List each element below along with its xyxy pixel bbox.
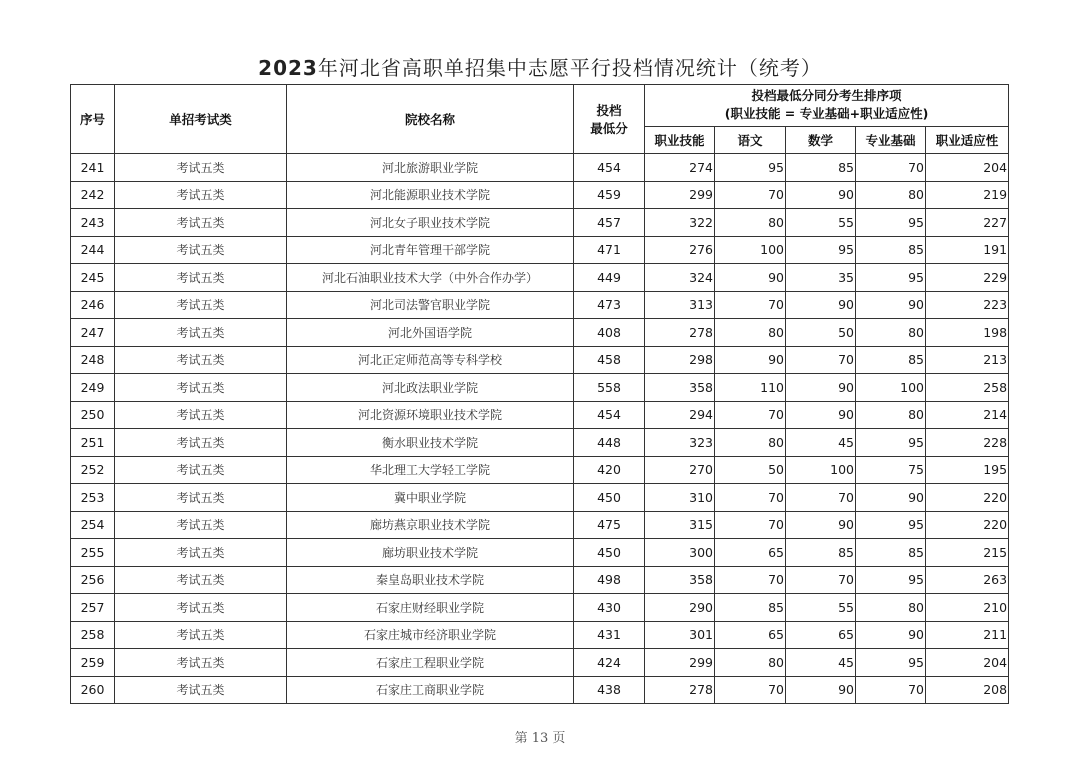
row-math: 65 bbox=[786, 621, 856, 649]
row-category: 考试五类 bbox=[115, 401, 287, 429]
row-aptitude: 228 bbox=[926, 429, 1009, 457]
row-skill: 298 bbox=[645, 346, 715, 374]
row-skill: 323 bbox=[645, 429, 715, 457]
row-basic: 80 bbox=[856, 594, 926, 622]
row-math: 85 bbox=[786, 154, 856, 182]
row-seq: 255 bbox=[71, 539, 115, 567]
row-skill: 299 bbox=[645, 181, 715, 209]
table-row bbox=[71, 209, 1009, 237]
row-category: 考试五类 bbox=[115, 621, 287, 649]
row-seq: 246 bbox=[71, 291, 115, 319]
row-school: 河北旅游职业学院 bbox=[287, 154, 574, 182]
table-row bbox=[71, 456, 1009, 484]
title-year: 2023 bbox=[258, 56, 318, 80]
row-chinese: 80 bbox=[715, 429, 786, 457]
row-seq: 251 bbox=[71, 429, 115, 457]
row-math: 55 bbox=[786, 209, 856, 237]
row-basic: 95 bbox=[856, 264, 926, 292]
row-aptitude: 229 bbox=[926, 264, 1009, 292]
row-category: 考试五类 bbox=[115, 429, 287, 457]
row-basic: 80 bbox=[856, 401, 926, 429]
row-math: 90 bbox=[786, 291, 856, 319]
row-basic: 70 bbox=[856, 676, 926, 704]
row-min-score: 450 bbox=[574, 484, 645, 512]
row-min-score: 473 bbox=[574, 291, 645, 319]
row-chinese: 90 bbox=[715, 264, 786, 292]
row-min-score: 449 bbox=[574, 264, 645, 292]
row-chinese: 95 bbox=[715, 154, 786, 182]
row-basic: 95 bbox=[856, 511, 926, 539]
row-basic: 70 bbox=[856, 154, 926, 182]
header-school: 院校名称 bbox=[287, 85, 574, 154]
row-min-score: 498 bbox=[574, 566, 645, 594]
row-min-score: 454 bbox=[574, 401, 645, 429]
row-aptitude: 204 bbox=[926, 154, 1009, 182]
row-aptitude: 211 bbox=[926, 621, 1009, 649]
row-chinese: 50 bbox=[715, 456, 786, 484]
row-category: 考试五类 bbox=[115, 319, 287, 347]
row-basic: 80 bbox=[856, 319, 926, 347]
row-skill: 358 bbox=[645, 566, 715, 594]
row-chinese: 65 bbox=[715, 539, 786, 567]
row-chinese: 80 bbox=[715, 209, 786, 237]
row-skill: 278 bbox=[645, 319, 715, 347]
table-row bbox=[71, 181, 1009, 209]
admission-table bbox=[70, 84, 1009, 704]
row-aptitude: 215 bbox=[926, 539, 1009, 567]
row-min-score: 458 bbox=[574, 346, 645, 374]
table-row bbox=[71, 511, 1009, 539]
row-chinese: 90 bbox=[715, 346, 786, 374]
row-school: 石家庄城市经济职业学院 bbox=[287, 621, 574, 649]
row-category: 考试五类 bbox=[115, 209, 287, 237]
row-math: 90 bbox=[786, 676, 856, 704]
header-min-score bbox=[574, 85, 645, 154]
row-chinese: 85 bbox=[715, 594, 786, 622]
row-math: 70 bbox=[786, 346, 856, 374]
row-seq: 241 bbox=[71, 154, 115, 182]
row-basic: 75 bbox=[856, 456, 926, 484]
header-min-score-line2: 最低分 bbox=[590, 121, 628, 136]
header-math: 数学 bbox=[786, 126, 856, 153]
row-min-score: 471 bbox=[574, 236, 645, 264]
page-number: 第 13 页 bbox=[514, 731, 566, 746]
row-aptitude: 198 bbox=[926, 319, 1009, 347]
table-row bbox=[71, 649, 1009, 677]
row-skill: 301 bbox=[645, 621, 715, 649]
title-text: 年河北省高职单招集中志愿平行投档情况统计（统考） bbox=[317, 56, 822, 80]
row-chinese: 70 bbox=[715, 401, 786, 429]
row-seq: 248 bbox=[71, 346, 115, 374]
row-aptitude: 220 bbox=[926, 511, 1009, 539]
table-row bbox=[71, 346, 1009, 374]
row-category: 考试五类 bbox=[115, 566, 287, 594]
table-row bbox=[71, 676, 1009, 704]
row-aptitude: 223 bbox=[926, 291, 1009, 319]
row-basic: 85 bbox=[856, 539, 926, 567]
row-math: 90 bbox=[786, 181, 856, 209]
row-school: 河北石油职业技术大学（中外合作办学） bbox=[287, 264, 574, 292]
row-min-score: 438 bbox=[574, 676, 645, 704]
row-min-score: 457 bbox=[574, 209, 645, 237]
row-category: 考试五类 bbox=[115, 484, 287, 512]
row-category: 考试五类 bbox=[115, 539, 287, 567]
row-chinese: 70 bbox=[715, 566, 786, 594]
table-row bbox=[71, 264, 1009, 292]
row-seq: 249 bbox=[71, 374, 115, 402]
table-row bbox=[71, 429, 1009, 457]
row-min-score: 424 bbox=[574, 649, 645, 677]
row-math: 50 bbox=[786, 319, 856, 347]
row-category: 考试五类 bbox=[115, 154, 287, 182]
row-category: 考试五类 bbox=[115, 236, 287, 264]
row-skill: 276 bbox=[645, 236, 715, 264]
row-basic: 80 bbox=[856, 181, 926, 209]
row-category: 考试五类 bbox=[115, 346, 287, 374]
row-chinese: 70 bbox=[715, 511, 786, 539]
row-min-score: 454 bbox=[574, 154, 645, 182]
row-basic: 95 bbox=[856, 566, 926, 594]
row-aptitude: 208 bbox=[926, 676, 1009, 704]
row-seq: 256 bbox=[71, 566, 115, 594]
table-row bbox=[71, 374, 1009, 402]
header-aptitude: 职业适应性 bbox=[926, 126, 1009, 153]
table-row bbox=[71, 539, 1009, 567]
table-row bbox=[71, 319, 1009, 347]
row-school: 衡水职业技术学院 bbox=[287, 429, 574, 457]
row-skill: 294 bbox=[645, 401, 715, 429]
row-aptitude: 213 bbox=[926, 346, 1009, 374]
row-category: 考试五类 bbox=[115, 264, 287, 292]
row-basic: 90 bbox=[856, 484, 926, 512]
header-chinese: 语文 bbox=[715, 126, 786, 153]
row-aptitude: 258 bbox=[926, 374, 1009, 402]
row-school: 廊坊燕京职业技术学院 bbox=[287, 511, 574, 539]
row-math: 45 bbox=[786, 429, 856, 457]
header-group-line2: (职业技能 = 专业基础+职业适应性) bbox=[724, 106, 929, 122]
row-school: 廊坊职业技术学院 bbox=[287, 539, 574, 567]
row-math: 90 bbox=[786, 374, 856, 402]
row-chinese: 70 bbox=[715, 676, 786, 704]
row-category: 考试五类 bbox=[115, 594, 287, 622]
row-skill: 313 bbox=[645, 291, 715, 319]
row-school: 河北青年管理干部学院 bbox=[287, 236, 574, 264]
row-seq: 258 bbox=[71, 621, 115, 649]
row-aptitude: 227 bbox=[926, 209, 1009, 237]
row-aptitude: 204 bbox=[926, 649, 1009, 677]
row-skill: 290 bbox=[645, 594, 715, 622]
row-aptitude: 219 bbox=[926, 181, 1009, 209]
row-math: 85 bbox=[786, 539, 856, 567]
row-skill: 315 bbox=[645, 511, 715, 539]
row-school: 秦皇岛职业技术学院 bbox=[287, 566, 574, 594]
row-math: 35 bbox=[786, 264, 856, 292]
row-school: 冀中职业学院 bbox=[287, 484, 574, 512]
row-aptitude: 263 bbox=[926, 566, 1009, 594]
header-row bbox=[71, 85, 1009, 127]
row-chinese: 80 bbox=[715, 649, 786, 677]
row-aptitude: 220 bbox=[926, 484, 1009, 512]
row-category: 考试五类 bbox=[115, 456, 287, 484]
row-min-score: 448 bbox=[574, 429, 645, 457]
row-skill: 300 bbox=[645, 539, 715, 567]
row-basic: 90 bbox=[856, 291, 926, 319]
header-basic: 专业基础 bbox=[856, 126, 926, 153]
table-row bbox=[71, 484, 1009, 512]
row-school: 河北资源环境职业技术学院 bbox=[287, 401, 574, 429]
header-tiebreak-group bbox=[645, 85, 1009, 127]
row-skill: 324 bbox=[645, 264, 715, 292]
row-school: 河北政法职业学院 bbox=[287, 374, 574, 402]
table-row bbox=[71, 621, 1009, 649]
row-school: 河北能源职业技术学院 bbox=[287, 181, 574, 209]
header-category: 单招考试类 bbox=[115, 85, 287, 154]
row-seq: 244 bbox=[71, 236, 115, 264]
row-seq: 259 bbox=[71, 649, 115, 677]
row-chinese: 70 bbox=[715, 484, 786, 512]
table-row bbox=[71, 236, 1009, 264]
row-category: 考试五类 bbox=[115, 291, 287, 319]
row-category: 考试五类 bbox=[115, 676, 287, 704]
row-math: 100 bbox=[786, 456, 856, 484]
row-math: 95 bbox=[786, 236, 856, 264]
row-skill: 278 bbox=[645, 676, 715, 704]
row-min-score: 420 bbox=[574, 456, 645, 484]
row-school: 石家庄工商职业学院 bbox=[287, 676, 574, 704]
row-skill: 310 bbox=[645, 484, 715, 512]
row-skill: 270 bbox=[645, 456, 715, 484]
row-seq: 260 bbox=[71, 676, 115, 704]
row-basic: 90 bbox=[856, 621, 926, 649]
table-row bbox=[71, 566, 1009, 594]
row-seq: 243 bbox=[71, 209, 115, 237]
row-seq: 253 bbox=[71, 484, 115, 512]
table-row bbox=[71, 154, 1009, 182]
row-seq: 242 bbox=[71, 181, 115, 209]
row-chinese: 110 bbox=[715, 374, 786, 402]
row-aptitude: 214 bbox=[926, 401, 1009, 429]
row-aptitude: 195 bbox=[926, 456, 1009, 484]
row-basic: 95 bbox=[856, 649, 926, 677]
row-seq: 247 bbox=[71, 319, 115, 347]
row-school: 河北女子职业技术学院 bbox=[287, 209, 574, 237]
row-skill: 274 bbox=[645, 154, 715, 182]
table-row bbox=[71, 594, 1009, 622]
row-basic: 100 bbox=[856, 374, 926, 402]
row-school: 石家庄财经职业学院 bbox=[287, 594, 574, 622]
row-category: 考试五类 bbox=[115, 511, 287, 539]
header-min-score-line1: 投档 bbox=[596, 103, 622, 118]
row-school: 河北外国语学院 bbox=[287, 319, 574, 347]
row-math: 55 bbox=[786, 594, 856, 622]
header-seq: 序号 bbox=[71, 85, 115, 154]
row-basic: 95 bbox=[856, 429, 926, 457]
row-category: 考试五类 bbox=[115, 374, 287, 402]
row-basic: 95 bbox=[856, 209, 926, 237]
row-math: 90 bbox=[786, 511, 856, 539]
row-math: 90 bbox=[786, 401, 856, 429]
row-aptitude: 191 bbox=[926, 236, 1009, 264]
page-title bbox=[0, 52, 1080, 81]
row-seq: 254 bbox=[71, 511, 115, 539]
row-basic: 85 bbox=[856, 346, 926, 374]
row-seq: 257 bbox=[71, 594, 115, 622]
row-min-score: 431 bbox=[574, 621, 645, 649]
row-school: 石家庄工程职业学院 bbox=[287, 649, 574, 677]
row-school: 河北正定师范高等专科学校 bbox=[287, 346, 574, 374]
row-school: 华北理工大学轻工学院 bbox=[287, 456, 574, 484]
row-skill: 299 bbox=[645, 649, 715, 677]
row-basic: 85 bbox=[856, 236, 926, 264]
header-skill: 职业技能 bbox=[645, 126, 715, 153]
row-min-score: 475 bbox=[574, 511, 645, 539]
row-min-score: 430 bbox=[574, 594, 645, 622]
row-chinese: 65 bbox=[715, 621, 786, 649]
row-math: 70 bbox=[786, 484, 856, 512]
table-row bbox=[71, 291, 1009, 319]
row-chinese: 100 bbox=[715, 236, 786, 264]
row-chinese: 70 bbox=[715, 181, 786, 209]
row-seq: 250 bbox=[71, 401, 115, 429]
header-group-line1: 投档最低分同分考生排序项 bbox=[751, 88, 902, 104]
row-category: 考试五类 bbox=[115, 181, 287, 209]
row-category: 考试五类 bbox=[115, 649, 287, 677]
row-seq: 245 bbox=[71, 264, 115, 292]
row-math: 70 bbox=[786, 566, 856, 594]
row-min-score: 450 bbox=[574, 539, 645, 567]
row-skill: 322 bbox=[645, 209, 715, 237]
row-school: 河北司法警官职业学院 bbox=[287, 291, 574, 319]
row-min-score: 558 bbox=[574, 374, 645, 402]
table-row bbox=[71, 401, 1009, 429]
row-min-score: 459 bbox=[574, 181, 645, 209]
row-aptitude: 210 bbox=[926, 594, 1009, 622]
row-chinese: 70 bbox=[715, 291, 786, 319]
row-math: 45 bbox=[786, 649, 856, 677]
row-seq: 252 bbox=[71, 456, 115, 484]
row-min-score: 408 bbox=[574, 319, 645, 347]
row-skill: 358 bbox=[645, 374, 715, 402]
row-chinese: 80 bbox=[715, 319, 786, 347]
